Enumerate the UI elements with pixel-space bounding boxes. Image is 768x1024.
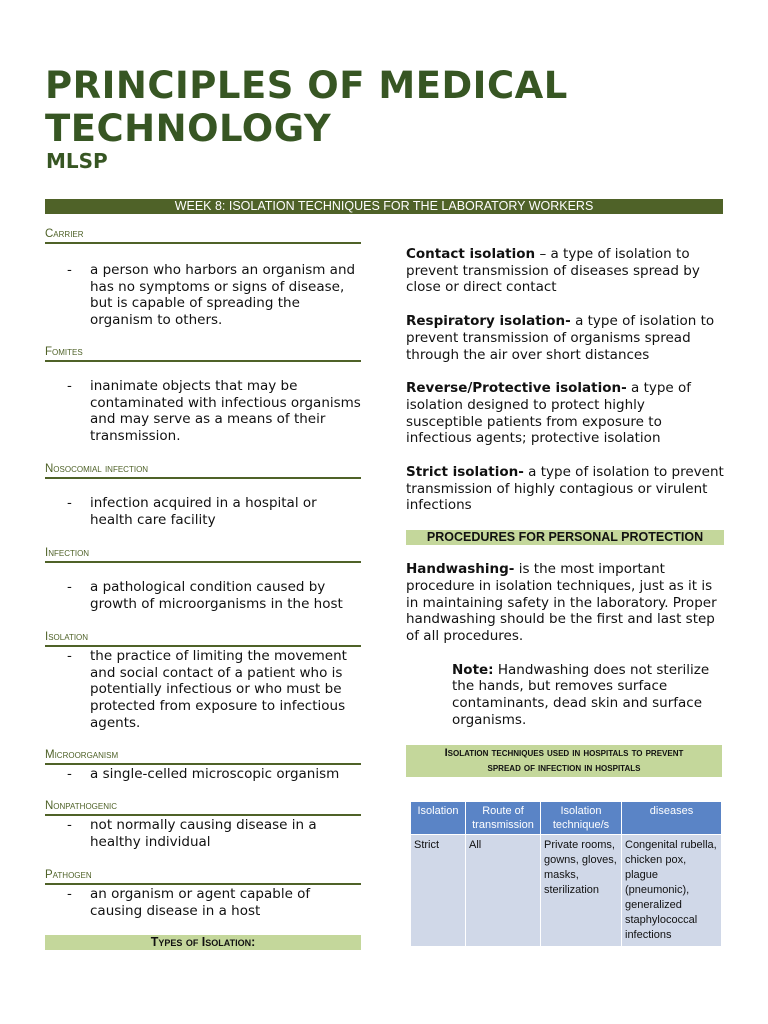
term-definition <box>45 262 361 329</box>
definition-text: a pathological condition caused by growth of microorganisms in the host <box>90 579 343 612</box>
term-heading: Nonpathogenic <box>45 800 361 816</box>
isolation-type-name: Reverse/Protective isolation- <box>406 380 627 397</box>
contact-isolation <box>406 246 724 296</box>
respiratory-isolation <box>406 313 724 363</box>
definition-text: an organism or agent capable of causing disease in a host <box>90 886 311 919</box>
definition-text: a person who harbors an organism and has no symptoms or signs of disease, but is capable of spreading the organism to others. <box>90 262 356 329</box>
definition-text: not normally causing disease in a healthy individual <box>90 817 317 850</box>
table-header: Route of transmission <box>466 802 541 835</box>
definitions-column <box>45 228 361 950</box>
procedures-banner: PROCEDURES FOR PERSONAL PROTECTION <box>406 530 724 545</box>
definition-text: inanimate objects that may be contaminated with infectious organisms and may serve as a means of their transmission. <box>90 378 361 445</box>
term-definition <box>45 766 361 783</box>
term-infection <box>45 547 361 631</box>
isolation-type-name: Strict isolation- <box>406 464 524 481</box>
table-header: Isolation technique/s <box>541 802 622 835</box>
table-cell: Strict <box>411 835 466 947</box>
definition-text: infection acquired in a hospital or health care facility <box>90 495 317 528</box>
strict-isolation <box>406 464 724 514</box>
term-definition <box>45 495 361 528</box>
reverse-protective-isolation <box>406 380 724 447</box>
isolation-techniques-table <box>410 801 722 947</box>
handwashing-label: Handwashing- <box>406 561 515 578</box>
term-heading: Pathogen <box>45 869 361 885</box>
term-definition <box>45 579 361 612</box>
term-heading: Nosocomial infection <box>45 463 361 479</box>
term-heading: Fomites <box>45 346 361 362</box>
table-cell: Congenital rubella, chicken pox, plague (pneumonic), generalized staphylococcal infections <box>622 835 722 947</box>
table-header-row <box>411 802 722 835</box>
isolation-type-name: Respiratory isolation- <box>406 313 571 330</box>
term-heading: Infection <box>45 547 361 563</box>
term-heading: Carrier <box>45 228 361 244</box>
note-label: Note: <box>452 661 494 678</box>
bullet-dash: - <box>67 886 72 902</box>
isolation-type-text: a type of isolation to prevent transmission of organisms spread through the air over short distances <box>406 313 715 363</box>
definition-text: the practice of limiting the movement and social contact of a patient who is potentially infectious or who must be protected from exposure to infectious agents. <box>90 648 347 731</box>
term-definition <box>45 817 361 850</box>
table-header: Isolation <box>411 802 466 835</box>
types-of-isolation-banner: Types of Isolation: <box>45 935 361 950</box>
isolation-type-text: a type of isolation designed to protect highly susceptible patients from exposure to infectious agents; protective isolation <box>406 380 692 447</box>
term-pathogen <box>45 869 361 935</box>
isolation-type-name: Contact isolation <box>406 246 536 262</box>
hospital-isolation-banner <box>406 745 722 777</box>
hospital-banner-line-1: Isolation techniques used in hospitals to prevent <box>444 747 684 760</box>
bullet-dash: - <box>67 262 72 278</box>
bullet-dash: - <box>67 817 72 833</box>
isolation-type-text: a type of isolation to prevent transmission of highly contagious or virulent infections <box>406 464 724 514</box>
bullet-dash: - <box>67 766 72 782</box>
bullet-dash: - <box>67 579 72 595</box>
table-cell: Private rooms, gowns, gloves, masks, sterilization <box>541 835 622 947</box>
term-definition <box>45 648 361 732</box>
bullet-dash: - <box>67 378 72 394</box>
term-fomites <box>45 346 361 463</box>
handwashing-text: is the most important procedure in isolation techniques, just as it is in maintaining safety in the laboratory. Proper handwashing should be the first and last step of all procedures. <box>406 561 717 644</box>
term-definition <box>45 378 361 445</box>
bullet-dash: - <box>67 648 72 664</box>
table-row <box>411 835 722 947</box>
page-subtitle: MLSP <box>46 149 108 173</box>
handwashing-paragraph <box>406 561 724 645</box>
page-title <box>45 64 568 150</box>
title-line-2: TECHNOLOGY <box>45 107 332 150</box>
bullet-dash: - <box>67 495 72 511</box>
term-isolation <box>45 631 361 749</box>
title-line-1: PRINCIPLES OF MEDICAL <box>45 64 568 107</box>
table-cell: All <box>466 835 541 947</box>
term-microorganism <box>45 749 361 800</box>
term-nonpathogenic <box>45 800 361 869</box>
term-heading: Isolation <box>45 631 361 647</box>
table-header: diseases <box>622 802 722 835</box>
isolation-type-text: – a type of isolation to prevent transmission of diseases spread by close or direct contact <box>406 246 700 296</box>
note-text: Handwashing does not sterilize the hands, but removes surface contaminants, dead skin and surface organisms. <box>452 661 710 728</box>
term-nosocomial-infection <box>45 463 361 547</box>
hospital-banner-line-2: spread of infection in hospitals <box>487 762 641 775</box>
handwashing-note <box>452 662 724 729</box>
term-definition <box>45 886 361 919</box>
week-banner: WEEK 8: ISOLATION TECHNIQUES FOR THE LABORATORY WORKERS <box>45 199 723 214</box>
definition-text: a single-celled microscopic organism <box>90 766 340 782</box>
term-carrier <box>45 228 361 346</box>
isolation-column <box>406 246 724 947</box>
term-heading: Microorganism <box>45 749 361 765</box>
